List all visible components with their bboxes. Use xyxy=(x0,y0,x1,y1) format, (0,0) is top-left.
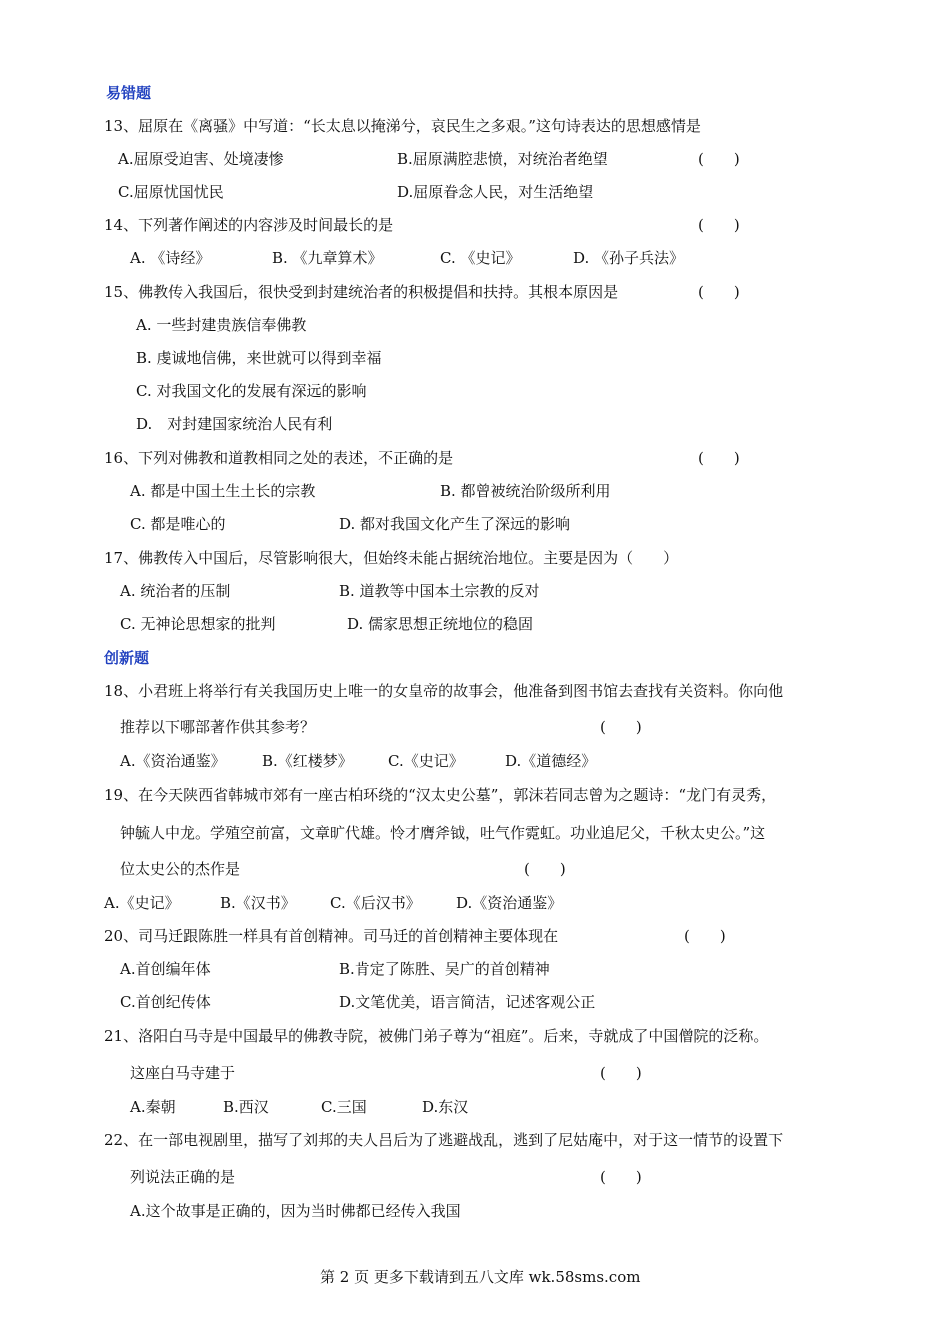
page-footer: 第 2 页 更多下载请到五八文库 wk.58sms.com xyxy=(320,1268,641,1286)
question-21-answer-blank: ( ) xyxy=(600,1064,642,1082)
question-13-option-a: A.屈原受迫害、处境凄惨 xyxy=(118,150,284,168)
section-heading-innovation: 创新题 xyxy=(104,649,150,667)
question-18-stem-line-1: 18、小君班上将举行有关我国历史上唯一的女皇帝的故事会，他准备到图书馆去查找有关资料。你向他 xyxy=(104,682,784,700)
question-19-answer-blank: ( ) xyxy=(524,860,566,878)
question-18-option-b: B.《红楼梦》 xyxy=(262,752,353,770)
question-16-answer-blank: ( ) xyxy=(698,449,740,467)
question-20-option-a: A.首创编年体 xyxy=(120,960,211,978)
question-20-option-d: D.文笔优美，语言简洁，记述客观公正 xyxy=(339,993,596,1011)
question-19-option-b: B.《汉书》 xyxy=(220,894,296,912)
question-15-option-a: A. 一些封建贵族信奉佛教 xyxy=(136,316,307,334)
question-18-answer-blank: ( ) xyxy=(600,718,642,736)
question-14-answer-blank: ( ) xyxy=(698,216,740,234)
question-16-option-b: B. 都曾被统治阶级所利用 xyxy=(440,482,611,500)
question-19-stem-line-1: 19、在今天陕西省韩城市郊有一座古柏环绕的“汉太史公墓”，郭沫若同志曾为之题诗：“龙门有灵秀， xyxy=(104,786,777,804)
question-22-stem-line-2: 列说法正确的是 xyxy=(130,1168,236,1186)
question-13-stem: 13、屈原在《离骚》中写道：“长太息以掩涕兮，哀民生之多艰。”这句诗表达的思想感情是 xyxy=(104,117,701,135)
question-15-option-b: B. 虔诚地信佛，来世就可以得到幸福 xyxy=(136,349,382,367)
question-17-option-b: B. 道教等中国本土宗教的反对 xyxy=(339,582,540,600)
question-18-stem-line-2: 推荐以下哪部著作供其参考？ xyxy=(120,718,316,736)
question-21-option-c: C.三国 xyxy=(321,1098,367,1116)
section-heading-easy-wrong: 易错题 xyxy=(106,84,152,102)
question-21-stem-line-1: 21、洛阳白马寺是中国最早的佛教寺院，被佛门弟子尊为“祖庭”。后来，寺就成了中国僧院的泛称。 xyxy=(104,1027,769,1045)
question-15-stem: 15、佛教传入我国后，很快受到封建统治者的积极提倡和扶持。其根本原因是 xyxy=(104,283,619,301)
question-14-stem: 14、下列著作阐述的内容涉及时间最长的是 xyxy=(104,216,394,234)
question-20-option-c: C.首创纪传体 xyxy=(120,993,211,1011)
question-14-option-c: C. 《史记》 xyxy=(440,249,521,267)
question-16-option-a: A. 都是中国土生土长的宗教 xyxy=(130,482,316,500)
question-19-option-a: A.《史记》 xyxy=(104,894,180,912)
question-19-option-d: D.《资治通鉴》 xyxy=(456,894,563,912)
question-17-stem: 17、佛教传入中国后，尽管影响很大，但始终未能占据统治地位。主要是因为（ ） xyxy=(104,549,679,567)
question-13-option-d: D.屈原眷念人民，对生活绝望 xyxy=(397,183,594,201)
question-22-stem-line-1: 22、在一部电视剧里，描写了刘邦的夫人吕后为了逃避战乱，逃到了尼姑庵中，对于这一情节的设置下 xyxy=(104,1131,784,1149)
question-18-option-d: D.《道德经》 xyxy=(505,752,597,770)
question-13-option-b: B.屈原满腔悲愤，对统治者绝望 xyxy=(397,150,608,168)
question-20-option-b: B.肯定了陈胜、吴广的首创精神 xyxy=(339,960,550,978)
question-16-stem: 16、下列对佛教和道教相同之处的表述，不正确的是 xyxy=(104,449,454,467)
question-20-stem: 20、司马迁跟陈胜一样具有首创精神。司马迁的首创精神主要体现在 xyxy=(104,927,559,945)
question-14-option-a: A. 《诗经》 xyxy=(130,249,211,267)
question-17-option-d: D. 儒家思想正统地位的稳固 xyxy=(347,615,534,633)
question-21-option-d: D.东汉 xyxy=(422,1098,469,1116)
question-17-option-c: C. 无神论思想家的批判 xyxy=(120,615,276,633)
question-19-stem-line-2: 钟毓人中龙。学殖空前富，文章旷代雄。怜才膺斧钺，吐气作霓虹。功业追尼父，千秋太史公。”这 xyxy=(120,824,766,842)
question-15-answer-blank: ( ) xyxy=(698,283,740,301)
question-21-option-a: A.秦朝 xyxy=(130,1098,176,1116)
question-14-option-b: B. 《九章算术》 xyxy=(272,249,383,267)
question-19-stem-line-3: 位太史公的杰作是 xyxy=(120,860,241,878)
question-15-option-d: D. 对封建国家统治人民有利 xyxy=(136,415,333,433)
question-22-option-a: A.这个故事是正确的，因为当时佛都已经传入我国 xyxy=(130,1202,461,1220)
question-17-option-a: A. 统治者的压制 xyxy=(120,582,231,600)
question-13-answer-blank: ( ) xyxy=(698,150,740,168)
question-18-option-a: A.《资治通鉴》 xyxy=(120,752,226,770)
question-16-option-c: C. 都是唯心的 xyxy=(130,515,226,533)
question-16-option-d: D. 都对我国文化产生了深远的影响 xyxy=(339,515,571,533)
question-15-option-c: C. 对我国文化的发展有深远的影响 xyxy=(136,382,367,400)
question-19-option-c: C.《后汉书》 xyxy=(330,894,421,912)
question-20-answer-blank: ( ) xyxy=(684,927,726,945)
question-21-option-b: B.西汉 xyxy=(223,1098,269,1116)
question-13-option-c: C.屈原忧国忧民 xyxy=(118,183,224,201)
question-22-answer-blank: ( ) xyxy=(600,1168,642,1186)
question-14-option-d: D. 《孙子兵法》 xyxy=(573,249,685,267)
question-18-option-c: C.《史记》 xyxy=(388,752,464,770)
question-21-stem-line-2: 这座白马寺建于 xyxy=(130,1064,236,1082)
